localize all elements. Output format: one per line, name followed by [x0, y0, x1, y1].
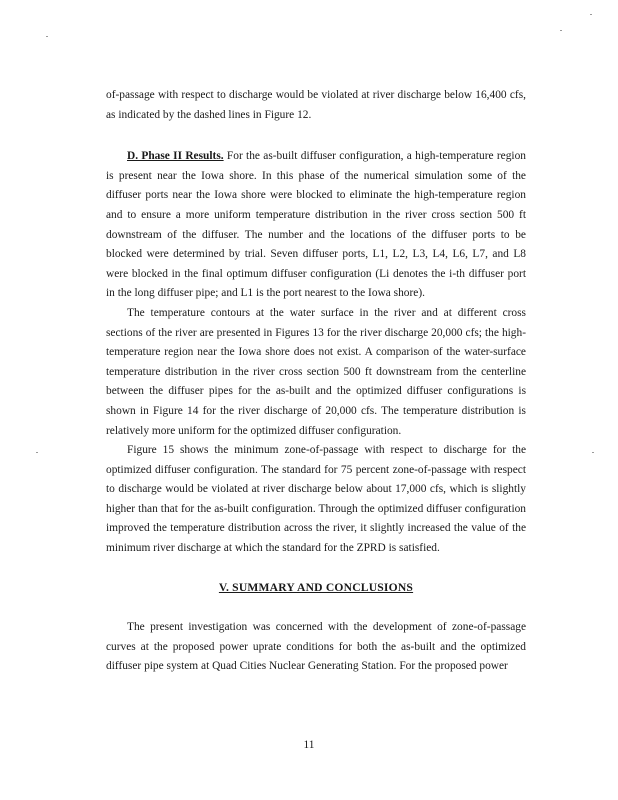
- phase-ii-heading: D. Phase II Results.: [127, 150, 224, 163]
- scan-speck: [590, 14, 592, 15]
- scan-speck: [560, 30, 562, 31]
- paragraph-summary: The present investigation was concerned with the development of zone-of-passage curves at the proposed power uprate conditions for both the as-built and the optimized diffuser pipe system at Quad Cities Nuclear Generating Station. For the proposed power: [106, 621, 526, 673]
- paragraph-continuation: of-passage with respect to discharge would be violated at river discharge below 16,400 cfs, as indicated by the dashed lines in Figure 12.: [106, 89, 526, 121]
- phase-ii-body: For the as-built diffuser configuration, a high-temperature region is present near the Iowa shore. In this phase of the numerical simulation some of the diffuser ports near the Iowa shore were blocked to eliminate the high-temperature region and to ensure a more uniform temperature distribution in the river cross section 500 ft downstream of the diffuser. The number and the locations of the diffuser ports to be blocked were determined by trial. Seven diffuser ports, L1, L2, L3, L4, L6, L7, and L8 were blocked in the final optimum diffuser configuration (Li denotes the i-th diffuser port in the long diffuser pipe; and L1 is the port nearest to the Iowa shore).: [106, 150, 526, 300]
- scan-speck: [36, 452, 38, 453]
- scan-speck: [592, 452, 594, 453]
- page-number: 11: [303, 739, 315, 751]
- paragraph-phase-ii-results: [106, 147, 526, 304]
- section-heading: V. SUMMARY AND CONCLUSIONS: [218, 580, 414, 594]
- paragraph-figure-15: Figure 15 shows the minimum zone-of-passage with respect to discharge for the optimized diffuser configuration. The standard for 75 percent zone-of-passage with respect to discharge would be violated at river discharge below about 17,000 cfs, which is slightly higher than that for the as-built configuration. Through the optimized diffuser configuration improved the temperature distribution across the river, it slightly increased the value of the minimum river discharge at which the standard for the ZPRD is satisfied.: [106, 444, 526, 555]
- document-body: [106, 86, 526, 677]
- paragraph-temperature-contours: The temperature contours at the water surface in the river and at different cross sections of the river are presented in Figures 13 for the river discharge 20,000 cfs; the high-temperature region near the Iowa shore does not exist. A comparison of the water-surface temperature distribution in the river cross section 500 ft downstream from the centerline between the diffuser pipes for the as-built and the optimized diffuser configurations is shown in Figure 14 for the river discharge of 20,000 cfs. The temperature distribution is relatively more uniform for the optimized diffuser configuration.: [106, 306, 526, 437]
- scan-speck: [46, 36, 48, 37]
